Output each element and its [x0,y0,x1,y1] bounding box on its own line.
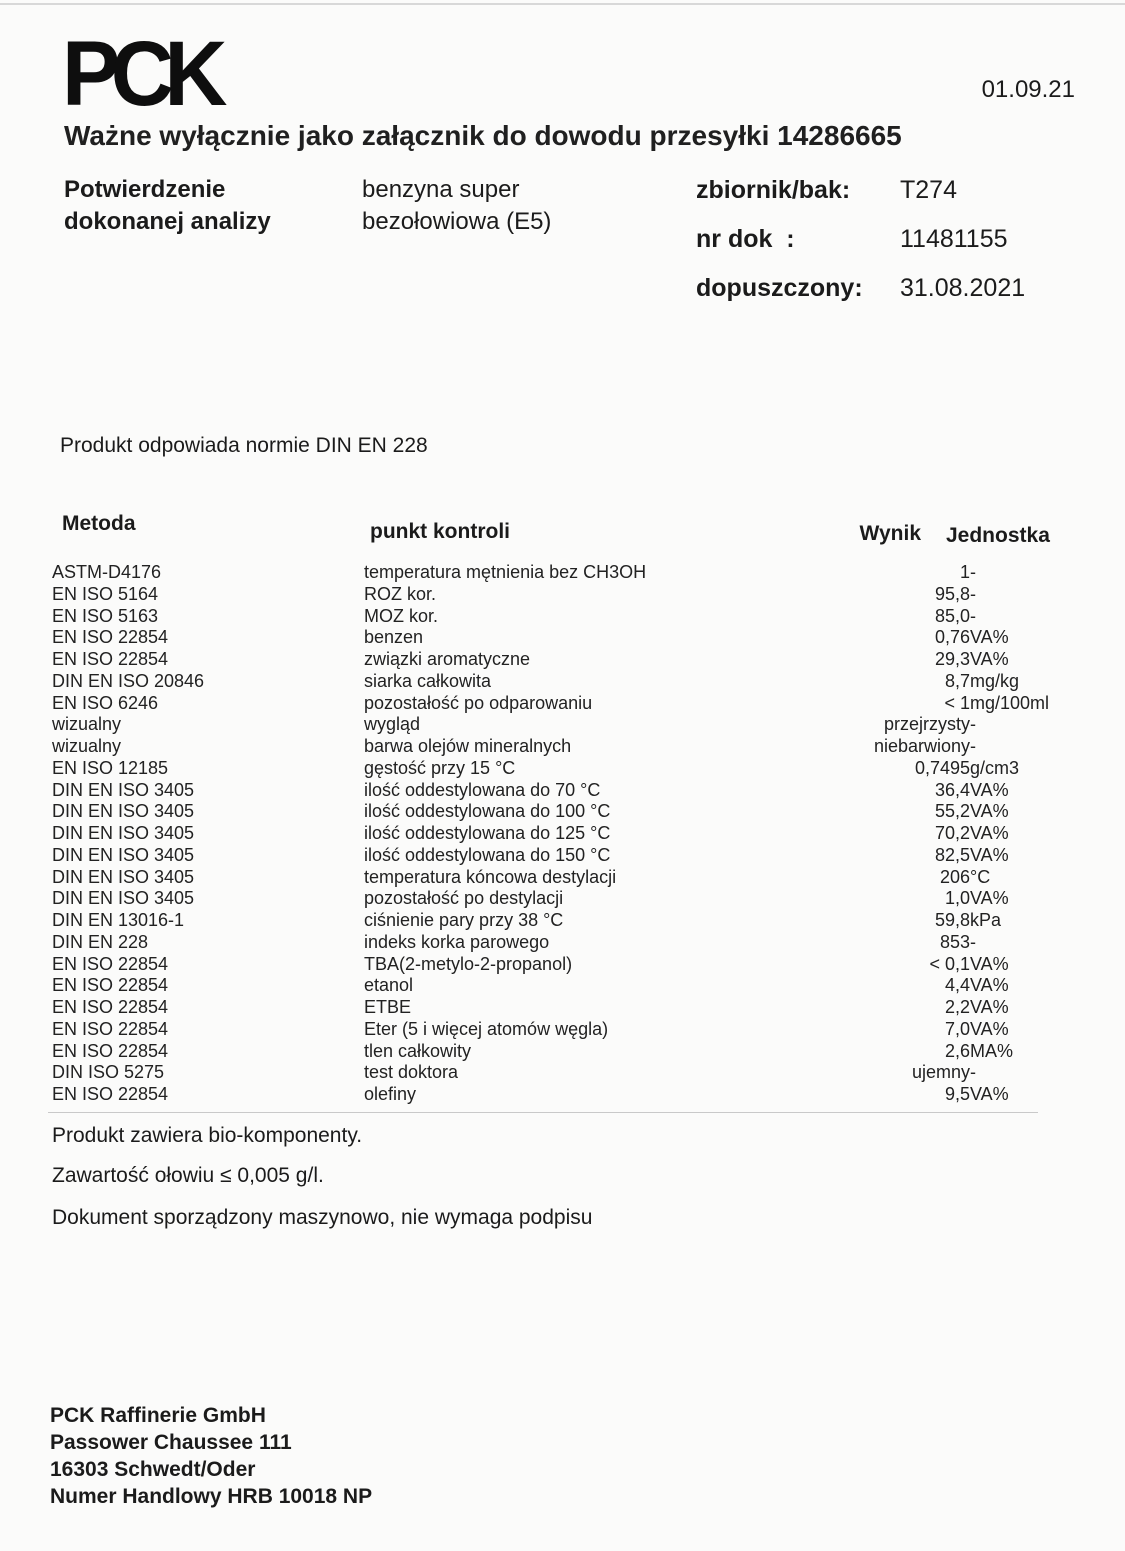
method-cell: DIN EN 13016-1 [52,910,185,930]
document-date: 01.09.21 [981,76,1075,103]
confirmation-line-1: Potwierdzenie [64,176,226,203]
result-cell: 95,8 [934,583,970,604]
method-cell: DIN EN ISO 3405 [52,801,195,822]
unit-cell: VA% [970,888,1009,909]
table-row [52,801,1060,823]
result-cell: 85,0 [934,605,970,626]
checkpoint-cell: siarka całkowita [364,670,492,691]
table-row [52,606,1060,628]
table-row [52,649,1060,671]
header-result: Wynik [859,522,921,545]
table-row [52,693,1060,715]
method-cell: DIN EN ISO 3405 [52,823,195,843]
table-divider [48,1112,1038,1113]
unit-cell: - [970,736,976,756]
unit-cell: kPa [970,910,1002,930]
result-cell: 2,6 [944,1040,970,1061]
bio-components-note: Produkt zawiera bio-komponenty. [52,1124,363,1147]
checkpoint-cell: TBA(2-metylo-2-propanol) [364,953,573,974]
company-registry: Numer Handlowy HRB 10018 NP [50,1485,373,1508]
table-row [52,888,1060,910]
result-cell: 0,7495 [914,757,970,778]
unit-cell: - [970,1062,976,1083]
method-cell: EN ISO 22854 [52,627,169,648]
method-cell: EN ISO 5163 [52,605,159,626]
table-row [52,975,1060,997]
checkpoint-cell: gęstość przy 15 °C [364,757,516,778]
method-cell: EN ISO 22854 [52,1040,169,1061]
product-line-1: benzyna super [362,176,520,203]
table-row [52,584,1060,606]
table-row [52,758,1060,780]
unit-cell: VA% [970,1084,1009,1104]
company-name: PCK Raffinerie GmbH [50,1404,266,1427]
unit-cell: VA% [970,975,1009,996]
table-row [52,627,1060,649]
checkpoint-cell: test doktora [364,1062,459,1083]
meta-value: 11481155 [900,225,1008,253]
checkpoint-cell: barwa olejów mineralnych [364,736,572,756]
meta-value: T274 [900,176,957,204]
result-cell: < 1 [944,692,970,713]
checkpoint-cell: Eter (5 i więcej atomów węgla) [364,1018,609,1039]
checkpoint-cell: ilość oddestylowana do 125 °C [364,823,611,843]
company-address [50,1402,372,1510]
meta-value: 31.08.2021 [900,274,1026,302]
result-cell: 2,2 [944,997,970,1017]
method-cell: DIN ISO 5275 [52,1062,165,1083]
unit-cell: VA% [970,823,1009,843]
meta-key: dopuszczony: [696,274,863,302]
method-cell: EN ISO 22854 [52,1084,169,1104]
unit-cell: - [970,931,976,952]
checkpoint-cell: ciśnienie pary przy 38 °C [364,910,564,930]
lead-content-note: Zawartość ołowiu ≤ 0,005 g/l. [52,1164,324,1187]
result-cell: 70,2 [934,823,970,843]
product-line-2: bezołowiowa (E5) [362,208,552,235]
table-row [52,997,1060,1019]
table-row [52,910,1060,932]
result-cell: 8,7 [944,670,970,691]
unit-cell: VA% [970,997,1009,1017]
result-cell: < 0,1 [929,953,970,974]
analysis-results-table [52,562,1060,1106]
unit-cell: VA% [970,953,1009,974]
method-cell: DIN EN ISO 3405 [52,888,195,909]
table-row [52,1041,1060,1063]
machine-generated-note: Dokument sporządzony maszynowo, nie wymaga podpisu [52,1206,593,1229]
method-cell: EN ISO 5164 [52,583,159,604]
result-cell: 55,2 [934,801,970,822]
company-street: Passower Chaussee 111 [50,1431,292,1454]
table-row [52,932,1060,954]
method-cell: DIN EN ISO 3405 [52,779,195,800]
header-method: Metoda [62,512,136,535]
unit-cell: VA% [970,627,1009,648]
table-row [52,562,1060,584]
method-cell: EN ISO 6246 [52,692,159,713]
pck-logo: PCK [62,23,219,125]
result-cell: 1 [959,562,970,582]
method-cell: EN ISO 22854 [52,975,169,996]
checkpoint-cell: ilość oddestylowana do 100 °C [364,801,611,822]
method-cell: ASTM-D4176 [52,562,162,582]
checkpoint-cell: olefiny [364,1084,417,1104]
method-cell: EN ISO 22854 [52,1018,169,1039]
checkpoint-cell: etanol [364,975,414,996]
unit-cell: VA% [970,844,1009,865]
meta-row-doc-number [696,225,1025,274]
meta-row-approved [696,274,1025,323]
unit-cell: - [970,562,976,582]
checkpoint-cell: tlen całkowity [364,1040,472,1061]
table-row [52,1084,1060,1106]
checkpoint-cell: związki aromatyczne [364,649,531,669]
header-checkpoint: punkt kontroli [370,520,510,543]
norm-statement: Produkt odpowiada normie DIN EN 228 [60,434,428,457]
unit-cell: - [970,714,976,735]
table-row [52,954,1060,976]
result-cell: przejrzysty [883,714,970,735]
table-row [52,1062,1060,1084]
meta-key: zbiornik/bak: [696,176,851,204]
checkpoint-cell: ilość oddestylowana do 150 °C [364,844,611,865]
table-row [52,736,1060,758]
result-cell: 29,3 [934,649,970,669]
method-cell: EN ISO 12185 [52,757,169,778]
results-body [52,562,1060,1106]
product-name [362,174,551,238]
method-cell: DIN EN ISO 20846 [52,670,205,691]
method-cell: wizualny [52,714,122,735]
result-cell: 853 [939,931,970,952]
table-row [52,714,1060,736]
result-cell: 0,76 [934,627,970,648]
unit-cell: - [970,605,976,626]
result-cell: 7,0 [944,1018,970,1039]
result-cell: 82,5 [934,844,970,865]
method-cell: wizualny [52,736,122,756]
checkpoint-cell: ETBE [364,997,412,1017]
unit-cell: VA% [970,1018,1009,1039]
result-cell: 59,8 [934,910,970,930]
checkpoint-cell: ROZ kor. [364,583,437,604]
table-row [52,867,1060,889]
unit-cell: mg/100ml [970,692,1050,713]
scan-edge-line [0,3,1125,5]
checkpoint-cell: pozostałość po odparowaniu [364,692,593,713]
result-cell: 4,4 [944,975,970,996]
table-row [52,845,1060,867]
table-row [52,823,1060,845]
method-cell: DIN EN 228 [52,931,149,952]
checkpoint-cell: indeks korka parowego [364,931,550,952]
table-row [52,671,1060,693]
confirmation-heading [64,174,271,238]
result-cell: 9,5 [944,1084,970,1104]
unit-cell: g/cm3 [970,757,1020,778]
method-cell: EN ISO 22854 [52,649,169,669]
unit-cell: VA% [970,779,1009,800]
checkpoint-cell: benzen [364,627,424,648]
checkpoint-cell: pozostałość po destylacji [364,888,564,909]
document-subtitle: Ważne wyłącznie jako załącznik do dowodu przesyłki 14286665 [64,120,902,151]
checkpoint-cell: wygląd [364,714,421,735]
checkpoint-cell: temperatura kóncowa destylacji [364,866,617,887]
result-cell: 206 [939,866,970,887]
checkpoint-cell: ilość oddestylowana do 70 °C [364,779,601,800]
unit-cell: MA% [970,1040,1014,1061]
meta-row-tank [696,176,1025,225]
method-cell: DIN EN ISO 3405 [52,866,195,887]
meta-key: nr dok : [696,225,795,253]
unit-cell: mg/kg [970,670,1020,691]
table-row [52,1019,1060,1041]
unit-cell: VA% [970,649,1009,669]
table-row [52,780,1060,802]
document-meta [696,176,1025,323]
result-cell: 1,0 [944,888,970,909]
method-cell: DIN EN ISO 3405 [52,844,195,865]
confirmation-line-2: dokonanej analizy [64,208,271,235]
method-cell: EN ISO 22854 [52,953,169,974]
method-cell: EN ISO 22854 [52,997,169,1017]
unit-cell: VA% [970,801,1009,822]
unit-cell: °C [970,866,991,887]
unit-cell: - [970,583,976,604]
checkpoint-cell: MOZ kor. [364,605,439,626]
company-city: 16303 Schwedt/Oder [50,1458,256,1481]
header-unit: Jednostka [946,524,1050,547]
result-cell: niebarwiony [873,736,970,756]
result-cell: 36,4 [934,779,970,800]
checkpoint-cell: temperatura mętnienia bez CH3OH [364,562,647,582]
result-cell: ujemny [911,1062,970,1083]
